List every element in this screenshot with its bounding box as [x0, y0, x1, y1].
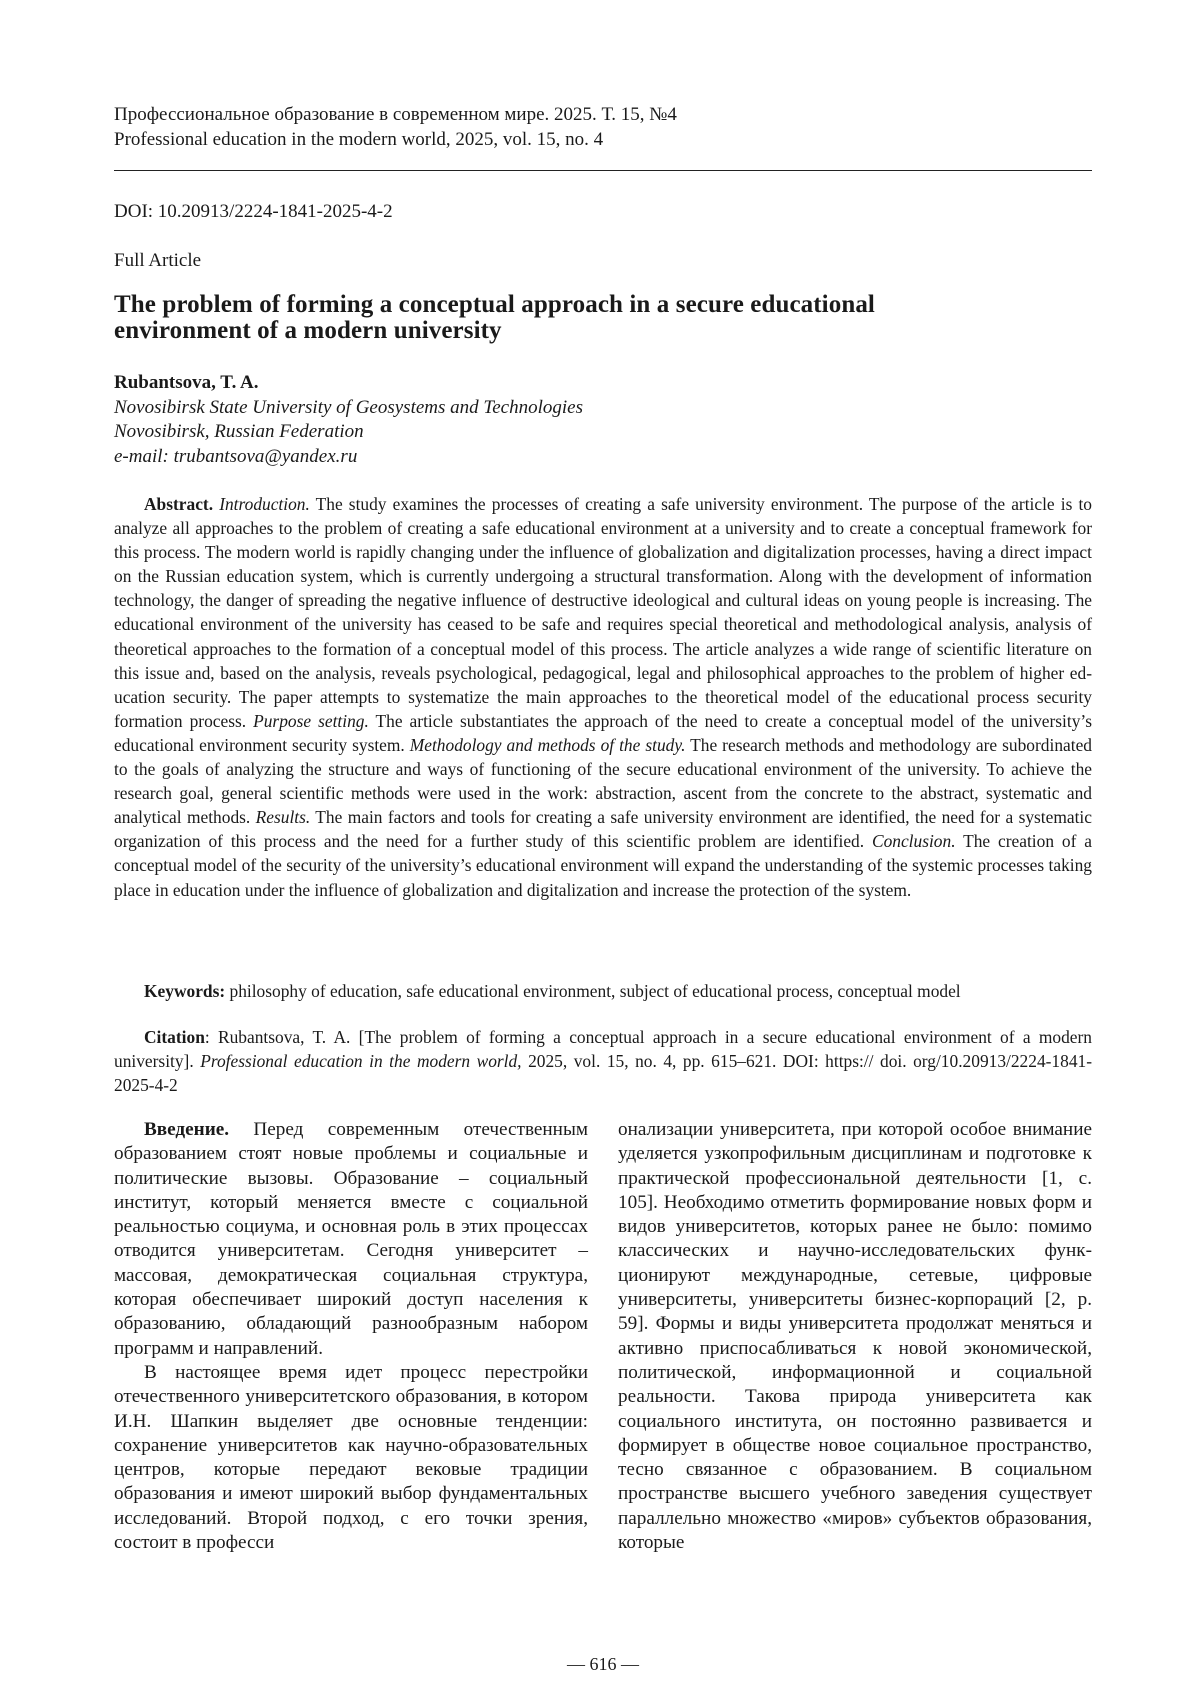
header-divider [114, 170, 1092, 171]
article-title [114, 292, 1092, 344]
body-column-left [114, 1118, 588, 1555]
keywords-text: philosophy of education, safe educational environment, subject of educational process, conceptual model [225, 981, 961, 1001]
abstract-conclusion-label: Conclusion. [871, 831, 956, 852]
body-text: Перед современным отечественным образованием стоят новые проблемы и социальные и политические вызовы. Образование – социальный институт, который меняется вместе с социальной реальностью социума, и основная роль в этих процессах отводится университетам. Сегодня университет – массовая, демократическая социальная структура, которая обеспечивает широкий доступ населения к образованию, обладающий разнообразным набором программ и направлений. [114, 1119, 588, 1359]
body-paragraph: В настоящее время идет процесс перестройки отечественного университетского образования, в котором И.Н. Шапкин выделяет две основные тенденции: сохранение университетов как научно-образовательных центров, которые передают вековые традиции образования и имеют широкий выбор фундаментальных исследований. Второй подход, с его точки зрения, состоит в професси [114, 1361, 588, 1554]
body-paragraph [114, 1118, 588, 1361]
citation-text-before: : Rubantsova, T. A. [The problem of forming a conceptual approach in a secure educational environment of a modern university]. [114, 1027, 1092, 1071]
abstract-results-text: The main factors and tools for creating a safe university environment are identified, the need for a systematic organization of this process and the need for a further study of this scientific problem are identified. [114, 807, 1092, 852]
citation-text-after: 2025, vol. 15, no. 4, pp. 615–621. DOI: https:// doi. org/10.20913/2224-1841-2025-4-2 [114, 1051, 1093, 1095]
page-number: — 616 — [567, 1654, 639, 1674]
abstract-purpose-label: Purpose setting. [253, 710, 369, 731]
abstract-methods-label: Methodology and methods of the study. [409, 734, 686, 755]
article-title-line-1: The problem of forming a conceptual approach in a secure educational [114, 291, 875, 318]
article-type: Full Article [114, 250, 202, 271]
keywords [114, 979, 1092, 1003]
abstract-results-label: Results. [255, 807, 311, 828]
author-location: Novosibirsk, Russian Federation [114, 421, 364, 442]
citation-label: Citation [144, 1027, 205, 1047]
author-block [114, 371, 583, 469]
abstract-purpose-text: The article substantiates the approach of the need to create a conceptual model of the university’s educational environment security system. [114, 710, 1092, 755]
article-title-line-2: environment of a modern university [114, 317, 502, 344]
abstract-introduction-text: The study examines the processes of creating a safe university environment. The purpose of the article is to analyze all approaches to the problem of creating a safe educational environment at a university and to create a conceptual framework for this process. The modern world is rapidly changing under the influence of globalization and digitalization processes, having a direct impact on the Russian education system, which is currently undergoing a structural transformation. Along with the development of information technology, the danger of spreading the negative influence of destructive ideological and cultural ideas on young people is increasing. The educational environment of the university has ceased to be safe and requires special theoretical and methodological analysis, analysis of theoretical approaches to the formation of a conceptual model of this process. The article analyzes a wide range of scientific literature on this issue and, based on the analysis, reveals psychological, pedagogical, legal and philosophical approaches to the problem of higher education security. The paper attempts to systematize the main approaches to the theoretical model of the educational process security formation process. [114, 494, 1092, 731]
body-paragraph: онализации университета, при которой особое внимание уделяется узкопрофильным дисциплинам и подготовке к практической профессиональной деятельности [1, с. 105]. Необходимо отметить формирование новых форм и видов университетов, которых ранее не было: помимо классических и научно-исследовательских функционируют международные, сетевые, цифровые университеты, университеты бизнес-корпораций [2, p. 59]. Формы и виды университета продолжат меняться и активно приспосабливаться к новой экономической, политической, информационной и социальной реальности. Такова природа университета как социального института, он постоянно развивается и формирует в обществе новое социальное пространство, тесно связанное с образованием. В социальном пространстве высшего учебного заведения существует параллельно множество «миров» субъектов образования, которые [618, 1119, 1092, 1554]
author-affiliation: Novosibirsk State University of Geosystems and Technologies [114, 396, 583, 418]
journal-title-en: Professional education in the modern world, 2025, vol. 15, no. 4 [114, 129, 604, 150]
author-email: e-mail: trubantsova@yandex.ru [114, 445, 358, 467]
introduction-heading: Введение. [144, 1119, 230, 1140]
doi: DOI: 10.20913/2224-1841-2025-4-2 [114, 201, 393, 222]
abstract-introduction-label: Introduction. [219, 494, 310, 514]
citation [114, 1025, 1092, 1097]
body-column-right [618, 1118, 1092, 1555]
abstract [114, 492, 1092, 902]
abstract-label: Abstract. [144, 494, 214, 514]
citation-journal: Professional education in the modern world, [200, 1051, 522, 1071]
author-name: Rubantsova, T. A. [114, 372, 259, 393]
journal-title-ru: Профессиональное образование в современном мире. 2025. Т. 15, №4 [114, 104, 677, 125]
keywords-label: Keywords: [144, 981, 226, 1001]
abstract-conclusion-text: The creation of a conceptual model of the security of the university’s educational environment will expand the understanding of the systemic processes taking place in education under the influence of globalization and digitalization and increase the protection of the system. [114, 831, 1092, 900]
journal-header [114, 102, 1092, 152]
abstract-methods-text: The research methods and methodology are subordinated to the goals of analyzing the structure and ways of functioning of the secure educational environment of the university. To achieve the research goal, general scientific methods were used in the work: abstraction, ascent from the concrete to the abstract, systematic and analytical methods. [114, 734, 1092, 828]
